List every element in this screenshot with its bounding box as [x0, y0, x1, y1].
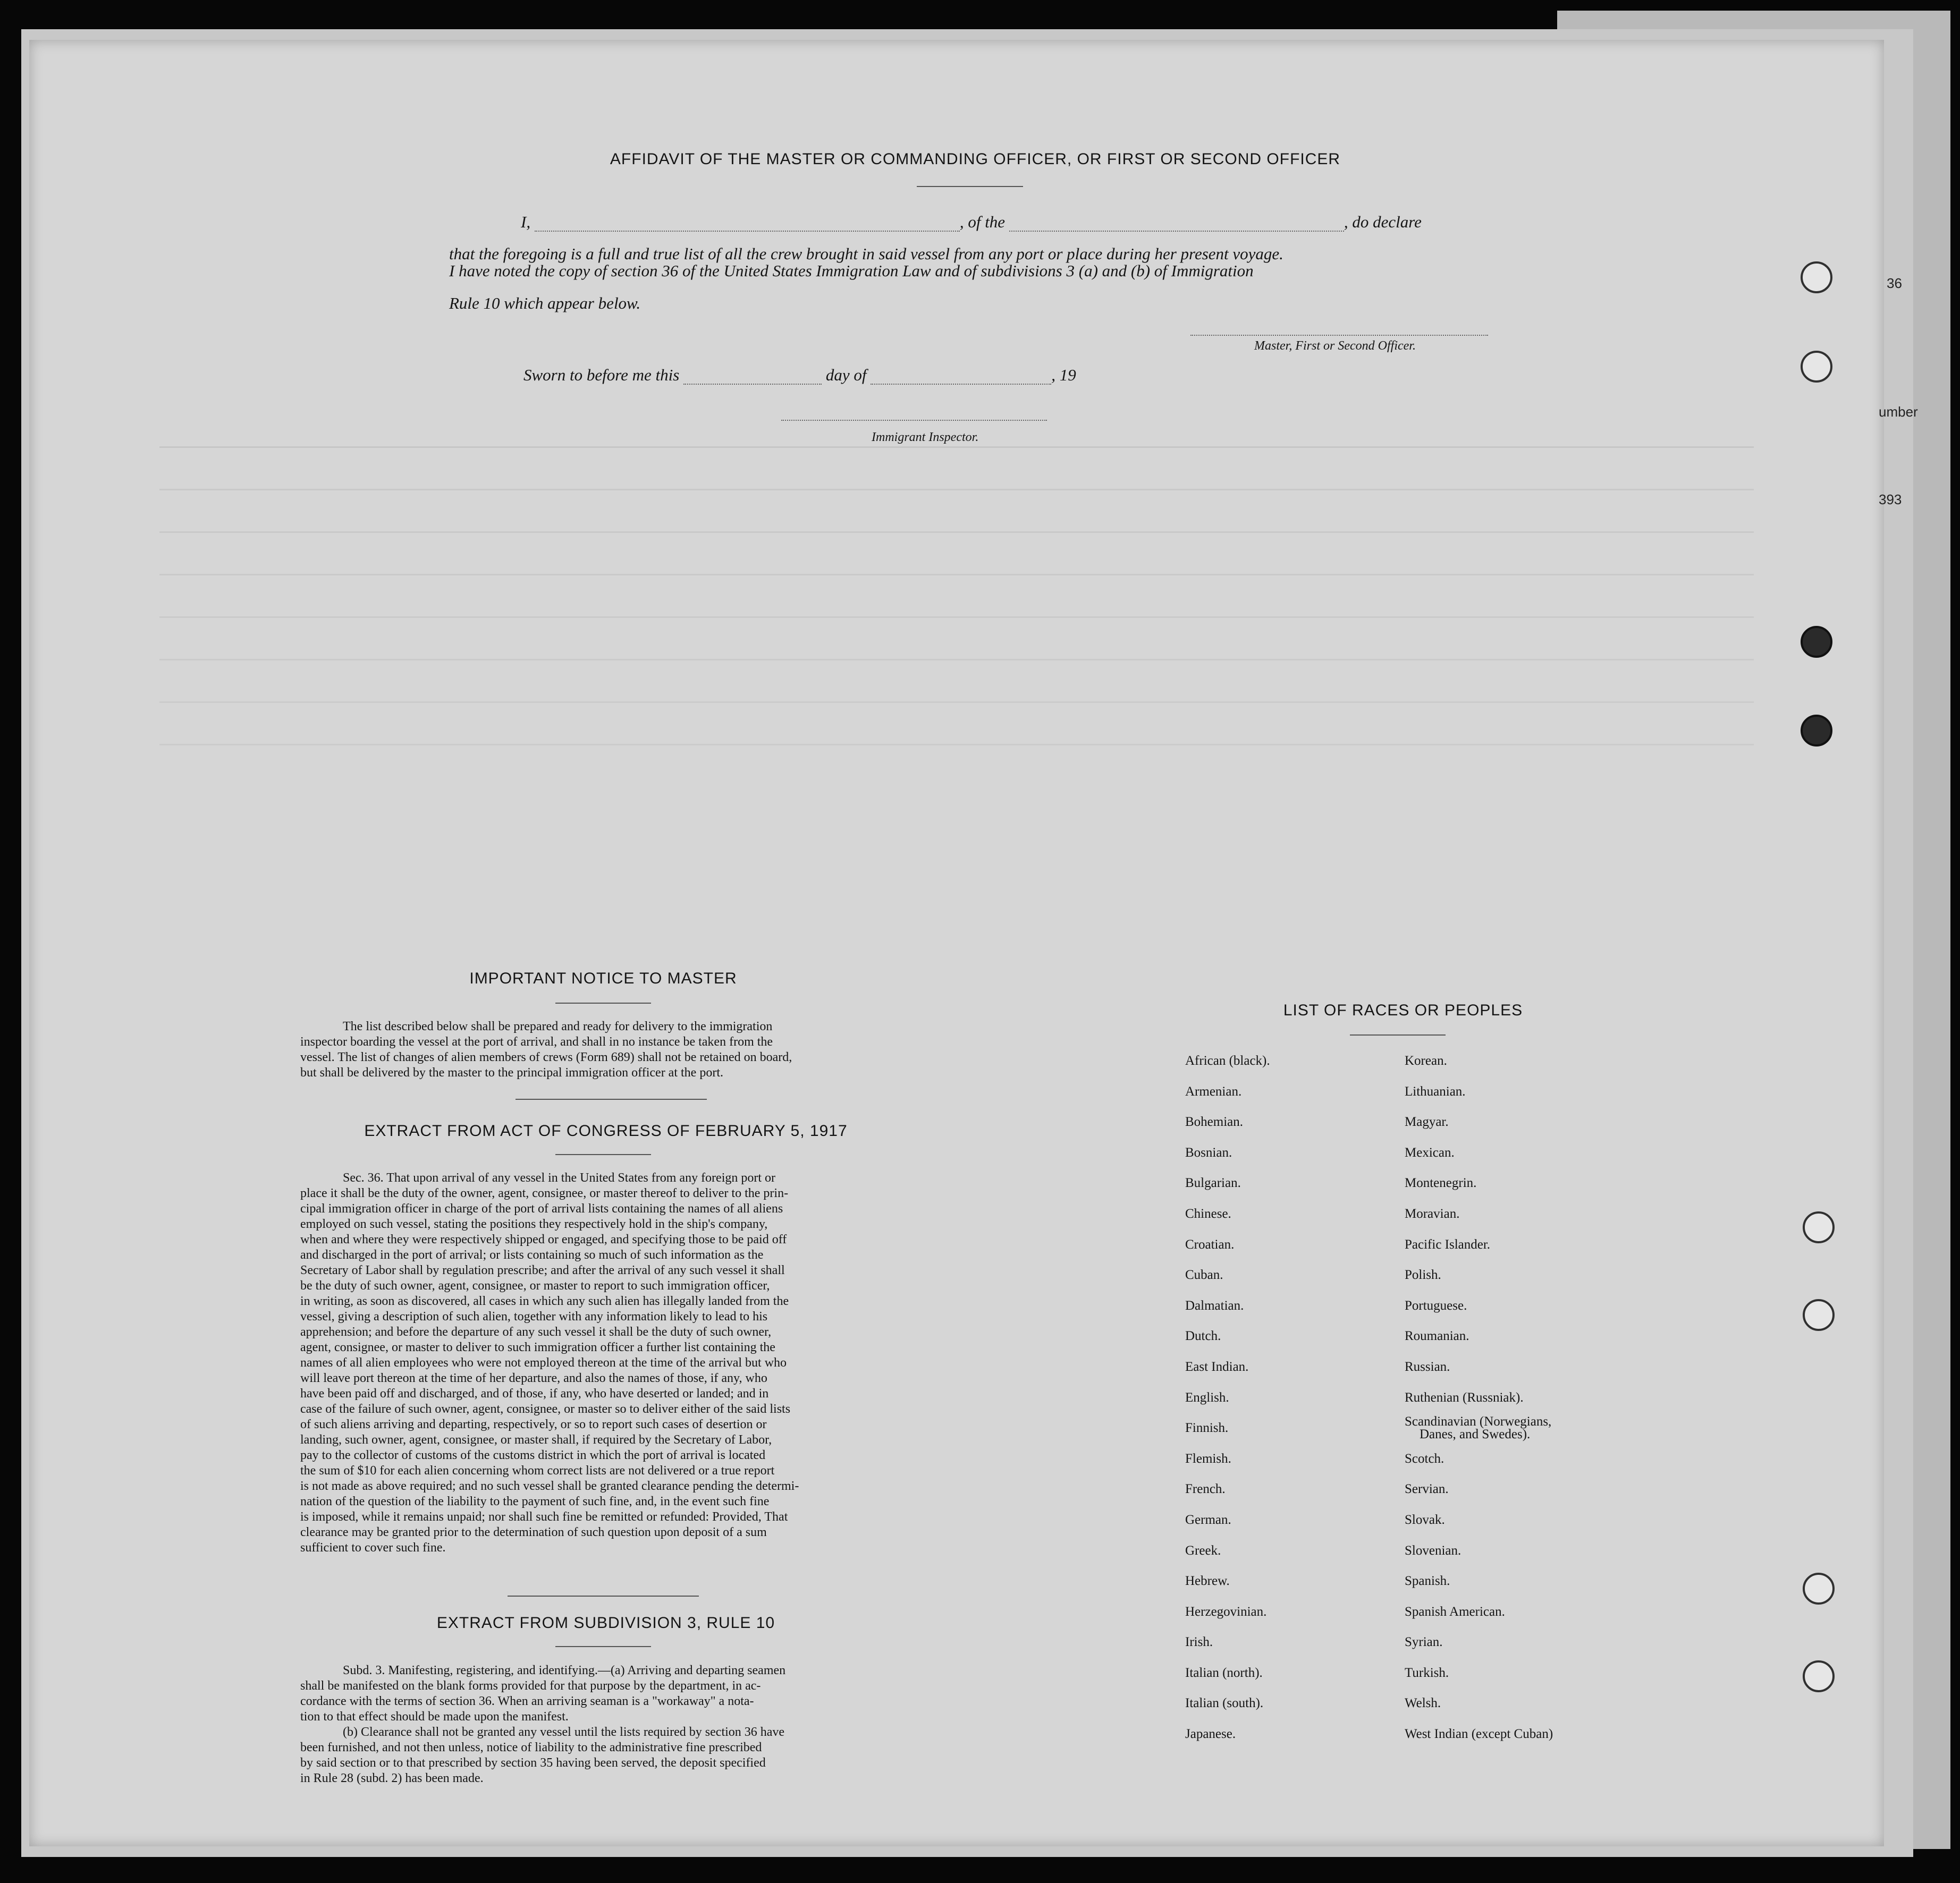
edge-number-36: 36: [1887, 275, 1902, 291]
race-item: French.: [1185, 1482, 1226, 1497]
race-item: Bosnian.: [1185, 1145, 1232, 1160]
race-item: Slovak.: [1405, 1512, 1445, 1527]
extract-act-text: [300, 1170, 911, 1556]
act-line: the sum of $10 for each alien concerning whom correct lists are not delivered or a true report: [300, 1464, 775, 1478]
punch-hole: [1801, 261, 1832, 293]
race-item: West Indian (except Cuban): [1405, 1727, 1553, 1742]
rule-line: Subd. 3. Manifesting, registering, and identifying.—(a) Arriving and departing seamen: [343, 1664, 786, 1677]
vessel-name-blank: [1009, 231, 1344, 232]
race-item: Syrian.: [1405, 1635, 1443, 1650]
affidavit-i: I,: [521, 213, 531, 231]
race-item: Polish.: [1405, 1268, 1441, 1283]
act-line: names of all alien employees who were not employed thereon at the time of the arrival but who: [300, 1356, 787, 1370]
race-item: Croatian.: [1185, 1237, 1235, 1252]
race-item: Chinese.: [1185, 1206, 1231, 1221]
affidavit-heading-rule: [917, 186, 1023, 187]
race-item: Cuban.: [1185, 1268, 1223, 1283]
race-item: Hebrew.: [1185, 1574, 1230, 1589]
race-item: Mexican.: [1405, 1145, 1455, 1160]
affidavit-line-1: [521, 213, 1499, 232]
punch-hole: [1801, 626, 1832, 658]
race-item: Magyar.: [1405, 1115, 1449, 1130]
races-right-column: [1405, 1046, 1633, 1750]
notice-text: [300, 1019, 911, 1081]
act-line: and discharged in the port of arrival; or lists containing so much of such information as the: [300, 1248, 764, 1262]
act-line: nation of the question of the liability to the payment of such fine, and, in the event such fine: [300, 1495, 770, 1508]
sworn-label: Sworn to before me this: [523, 366, 680, 384]
race-item: Montenegrin.: [1405, 1176, 1477, 1191]
master-name-blank: [535, 231, 960, 232]
act-line: Sec. 36. That upon arrival of any vessel in the United States from any foreign port or: [343, 1171, 776, 1185]
race-item: Dutch.: [1185, 1329, 1221, 1344]
race-item: Japanese.: [1185, 1727, 1236, 1742]
notice-heading: IMPORTANT NOTICE TO MASTER: [469, 970, 737, 987]
act-line: is imposed, while it remains unpaid; nor shall such fine be remitted or refunded: Provided, That: [300, 1510, 788, 1524]
act-line: in writing, as soon as discovered, all cases in which any such alien has illegally landed from the: [300, 1294, 789, 1308]
year-label: , 19: [1051, 366, 1076, 384]
affidavit-declare: , do declare: [1344, 213, 1422, 231]
edge-number-393: 393: [1879, 491, 1902, 507]
act-line: when and where they were respectively shipped or engaged, and specifying those to be paid off: [300, 1233, 787, 1246]
race-item: Slovenian.: [1405, 1543, 1461, 1558]
bleed-through-area: [159, 436, 1807, 861]
race-item-scandinavian-cont: Danes, and Swedes).: [1420, 1427, 1531, 1442]
act-line: apprehension; and before the departure of any such vessel it shall be the duty of such owner,: [300, 1325, 772, 1339]
race-item: Italian (north).: [1185, 1665, 1263, 1680]
race-item: Turkish.: [1405, 1665, 1449, 1680]
rule-line: cordance with the terms of section 36. When an arriving seaman is a "workaway" a nota-: [300, 1694, 754, 1708]
extract-rule-heading: EXTRACT FROM SUBDIVISION 3, RULE 10: [436, 1614, 775, 1632]
rule-line: by said section or to that prescribed by section 35 having been served, the deposit specified: [300, 1756, 766, 1770]
act-line: employed on such vessel, stating the positions they respectively hold in the ship's company,: [300, 1217, 768, 1231]
race-item: Bohemian.: [1185, 1115, 1244, 1130]
sworn-month-blank: [871, 384, 1051, 385]
race-item: African (black).: [1185, 1054, 1270, 1068]
race-item: Armenian.: [1185, 1084, 1242, 1099]
punch-hole: [1801, 351, 1832, 383]
race-item: Greek.: [1185, 1543, 1221, 1558]
races-heading: LIST OF RACES OR PEOPLES: [1283, 1002, 1523, 1019]
race-item: Servian.: [1405, 1482, 1449, 1497]
rule-line: shall be manifested on the blank forms provided for that purpose by the department, in ac-: [300, 1679, 761, 1693]
races-heading-rule: [1350, 1034, 1446, 1036]
race-item: Portuguese.: [1405, 1298, 1467, 1313]
race-item: Dalmatian.: [1185, 1298, 1244, 1313]
race-item: Russian.: [1405, 1359, 1450, 1374]
affidavit-heading: AFFIDAVIT OF THE MASTER OR COMMANDING OFFICER, OR FIRST OR SECOND OFFICER: [610, 150, 1341, 168]
act-line: place it shall be the duty of the owner, agent, consignee, or master thereof to deliver to the prin-: [300, 1186, 789, 1200]
act-line: of such aliens arriving and departing, respectively, or so to report such cases of desertion or: [300, 1418, 767, 1431]
sworn-line: [523, 366, 1076, 385]
affidavit-line-3: I have noted the copy of section 36 of the United States Immigration Law and of subdivisions 3 (a) and (b) of Immigration: [449, 261, 1254, 280]
notice-heading-rule: [555, 1003, 651, 1004]
races-left-column: [1185, 1046, 1387, 1750]
act-line: case of the failure of such owner, agent, consignee, or master so to deliver either of the said lists: [300, 1402, 791, 1416]
extract-rule-text: [300, 1663, 911, 1786]
notice-line: vessel. The list of changes of alien members of crews (Form 689) shall not be retained on board,: [300, 1050, 792, 1064]
race-item: Ruthenian (Russniak).: [1405, 1390, 1524, 1405]
rule-line: been furnished, and not then unless, notice of liability to the administrative fine prescribed: [300, 1741, 762, 1754]
race-item: Flemish.: [1185, 1451, 1231, 1466]
act-line: Secretary of Labor shall by regulation prescribe; and after the arrival of any such vessel it shall: [300, 1263, 785, 1277]
affidavit-line-2: that the foregoing is a full and true list of all the crew brought in said vessel from any port or place during her present voyage.: [449, 244, 1283, 263]
race-item: Moravian.: [1405, 1206, 1460, 1221]
notice-line: inspector boarding the vessel at the port of arrival, and shall in no instance be taken from the: [300, 1035, 773, 1049]
act-line: will leave port thereon at the time of her departure, and also the names of those, if any, who: [300, 1371, 767, 1385]
act-line: agent, consignee, or master to deliver to such immigration officer a further list containing the: [300, 1341, 775, 1354]
punch-hole: [1803, 1211, 1835, 1243]
inspector-signature-line: [781, 420, 1047, 421]
race-item: English.: [1185, 1390, 1229, 1405]
race-item: Herzegovinian.: [1185, 1604, 1267, 1619]
race-item: Welsh.: [1405, 1696, 1441, 1711]
edge-number-label: umber: [1879, 404, 1918, 420]
notice-line: The list described below shall be prepared and ready for delivery to the immigration: [343, 1020, 773, 1033]
rule-line: in Rule 28 (subd. 2) has been made.: [300, 1771, 484, 1785]
race-item: Spanish American.: [1405, 1604, 1505, 1619]
race-item: Spanish.: [1405, 1574, 1450, 1589]
affidavit-of-the: , of the: [959, 213, 1006, 231]
race-item: Irish.: [1185, 1635, 1213, 1650]
race-item: Korean.: [1405, 1054, 1447, 1068]
extract-act-divider: [508, 1596, 699, 1597]
act-line: clearance may be granted prior to the determination of such question upon deposit of a sum: [300, 1525, 767, 1539]
extract-rule-rule: [555, 1646, 651, 1647]
punch-hole: [1803, 1573, 1835, 1605]
act-line: vessel, giving a description of such alien, together with any information likely to lead to his: [300, 1310, 768, 1324]
master-signature-caption: Master, First or Second Officer.: [1254, 339, 1416, 353]
punch-hole: [1803, 1660, 1835, 1692]
sworn-day-blank: [683, 384, 822, 385]
race-item: [1405, 1413, 1633, 1441]
race-item: German.: [1185, 1512, 1231, 1527]
notice-line: but shall be delivered by the master to the principal immigration officer at the port.: [300, 1066, 723, 1080]
affidavit-line-4: Rule 10 which appear below.: [449, 294, 641, 312]
act-line: be the duty of such owner, agent, consignee, or master to report to such immigration officer,: [300, 1279, 770, 1293]
act-line: pay to the collector of customs of the customs district in which the port of arrival is located: [300, 1448, 766, 1462]
race-item: Roumanian.: [1405, 1329, 1469, 1344]
punch-hole: [1803, 1299, 1835, 1331]
race-item-scandinavian: Scandinavian (Norwegians,: [1405, 1414, 1552, 1429]
inspector-signature-caption: Immigrant Inspector.: [872, 430, 979, 444]
race-item: Bulgarian.: [1185, 1176, 1241, 1191]
rule-line: (b) Clearance shall not be granted any vessel until the lists required by section 36 have: [343, 1725, 785, 1739]
race-item: Finnish.: [1185, 1421, 1229, 1436]
race-item: Lithuanian.: [1405, 1084, 1466, 1099]
race-item: Pacific Islander.: [1405, 1237, 1491, 1252]
race-item: Scotch.: [1405, 1451, 1444, 1466]
race-item: Italian (south).: [1185, 1696, 1264, 1711]
rule-line: tion to that effect should be made upon the manifest.: [300, 1710, 569, 1724]
day-of-label: day of: [825, 366, 867, 384]
act-line: have been paid off and discharged, and of those, if any, who have deserted or landed; and in: [300, 1387, 769, 1401]
act-line: cipal immigration officer in charge of the port of arrival lists containing the names of all aliens: [300, 1202, 783, 1216]
extract-act-heading: EXTRACT FROM ACT OF CONGRESS OF FEBRUARY 5, 1917: [364, 1122, 848, 1140]
extract-act-rule: [555, 1154, 651, 1155]
act-line: landing, such owner, agent, consignee, or master shall, if required by the Secretary of Labor,: [300, 1433, 772, 1447]
race-item: East Indian.: [1185, 1359, 1249, 1374]
act-line: is not made as above required; and no such vessel shall be granted clearance pending the determi-: [300, 1479, 799, 1493]
notice-divider: [516, 1099, 707, 1100]
act-line: sufficient to cover such fine.: [300, 1541, 446, 1555]
punch-hole: [1801, 715, 1832, 747]
master-signature-line: [1190, 335, 1488, 336]
